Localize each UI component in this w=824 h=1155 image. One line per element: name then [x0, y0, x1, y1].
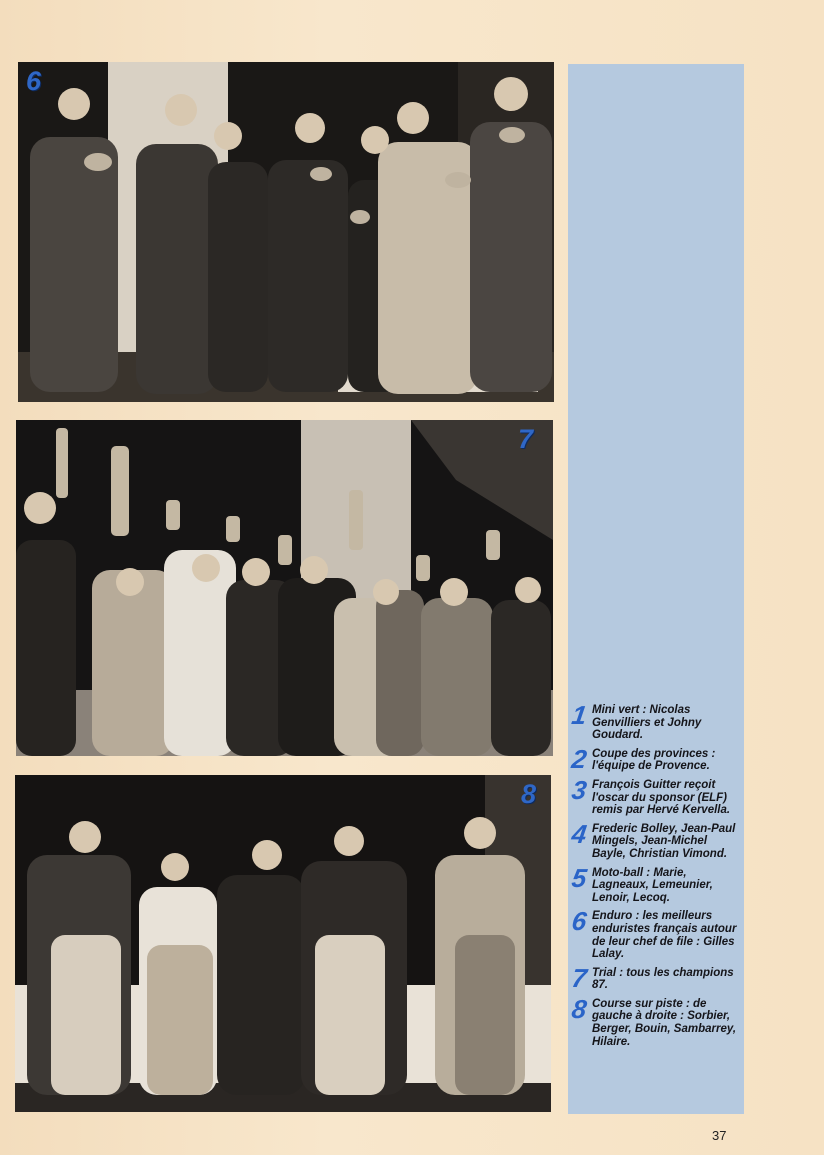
- caption-item: [569, 962, 742, 993]
- caption-number: 3: [569, 774, 589, 805]
- photo-8-number: 8: [521, 779, 537, 809]
- caption-item: [569, 818, 742, 861]
- caption-text: Coupe des provinces : l'équipe de Provence.: [592, 747, 716, 773]
- photo-7-scene: [16, 420, 553, 756]
- caption-number: 6: [569, 906, 589, 937]
- caption-item: [569, 700, 742, 742]
- caption-number: 7: [569, 962, 589, 993]
- caption-text: Enduro : les meilleurs enduristes français autour de leur chef de file : Gilles Lalay.: [592, 910, 737, 961]
- caption-number: 4: [569, 818, 589, 849]
- caption-list: [569, 700, 742, 1054]
- caption-text: Course sur piste : de gauche à droite : Sorbier, Berger, Bouin, Sambarrey, Hilaire.: [592, 997, 737, 1048]
- caption-number: 8: [569, 993, 589, 1024]
- photo-6: [18, 62, 554, 402]
- photo-6-scene: [18, 62, 554, 402]
- caption-text: Mini vert : Nicolas Genvilliers et Johny Goudard.: [592, 704, 702, 742]
- caption-number: 5: [569, 862, 589, 893]
- caption-item: [569, 774, 742, 817]
- page-number: 37: [712, 1128, 727, 1143]
- caption-item: [569, 862, 742, 905]
- caption-text: Trial : tous les champions 87.: [592, 966, 734, 992]
- photo-6-number: 6: [26, 66, 42, 96]
- photo-8: [15, 775, 551, 1112]
- caption-item: [569, 743, 742, 774]
- photo-8-scene: [15, 775, 551, 1112]
- caption-item: [569, 993, 742, 1048]
- caption-number: 1: [569, 700, 589, 730]
- caption-text: François Guitter reçoit l'oscar du sponsor (ELF) remis par Hervé Kervella.: [592, 778, 731, 817]
- caption-item: [569, 906, 742, 961]
- photo-7: [16, 420, 553, 756]
- caption-text: Moto-ball : Marie, Lagneaux, Lemeunier, Lenoir, Lecoq.: [592, 866, 713, 904]
- caption-number: 2: [569, 743, 589, 774]
- photo-7-number: 7: [518, 424, 534, 454]
- caption-text: Frederic Bolley, Jean-Paul Mingels, Jean-Michel Bayle, Christian Vimond.: [592, 822, 736, 860]
